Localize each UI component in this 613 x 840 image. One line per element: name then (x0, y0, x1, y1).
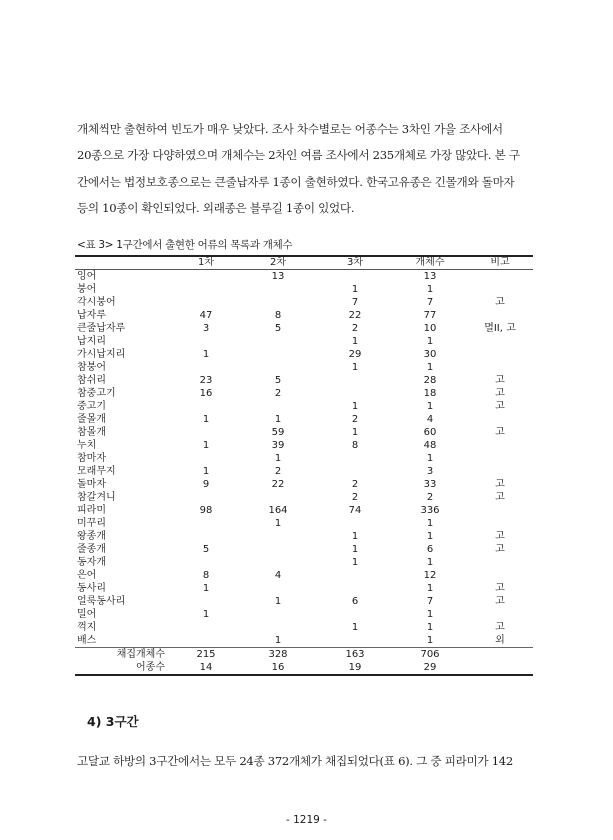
row-label: 참몰개 (77, 427, 106, 438)
table-row (75, 283, 533, 296)
row-label: 밀어 (77, 609, 97, 620)
table-cell: 1 (351, 622, 359, 633)
header-cell: 비고 (490, 257, 510, 268)
summary-row (75, 661, 533, 675)
table-row (75, 543, 533, 556)
table-row (75, 296, 533, 309)
table-cell: 6 (351, 596, 359, 607)
table-cell (173, 400, 239, 413)
row-label: 각시붕어 (77, 297, 116, 308)
table-cell: 1 (274, 518, 282, 529)
table-cell (239, 348, 317, 361)
table-cell: 1 (202, 440, 210, 451)
table-cell (317, 452, 393, 465)
table-cell: 7 (426, 596, 434, 607)
table-cell: 98 (199, 505, 213, 516)
table-cell (239, 621, 317, 634)
table-row (75, 478, 533, 491)
row-label: 누치 (77, 440, 97, 451)
table-cell: 1 (351, 427, 359, 438)
table-cell: 1 (426, 453, 434, 464)
table-cell: 1 (351, 336, 359, 347)
table-cell (467, 439, 533, 452)
table-cell: 74 (348, 505, 362, 516)
table-cell: 2 (351, 479, 359, 490)
table-cell (173, 517, 239, 530)
table-cell: 1 (426, 362, 434, 373)
header-cell (75, 256, 173, 270)
table-cell: 1 (351, 284, 359, 295)
row-label: 참갈겨니 (77, 492, 116, 503)
table-row (75, 569, 533, 582)
table-cell (239, 582, 317, 595)
table-cell: 1 (426, 336, 434, 347)
table-cell: 215 (196, 649, 216, 660)
table-cell: 5 (274, 375, 282, 386)
paragraph-line: 고달교 하방의 3구간에서는 모두 24종 372개체가 채집되었다(표 6). 그 중 피라미가 142 (77, 754, 513, 768)
table-cell (239, 296, 317, 309)
table-cell (173, 283, 239, 296)
table-cell (467, 270, 533, 284)
table-cell (173, 530, 239, 543)
table-cell: 7 (351, 297, 359, 308)
table-cell: 1 (202, 609, 210, 620)
table-cell: 1 (426, 635, 434, 646)
table-cell: 29 (423, 662, 437, 673)
row-label: 어종수 (136, 662, 165, 673)
row-label: 왕종개 (77, 531, 106, 542)
row-label: 미꾸리 (77, 518, 106, 529)
row-label: 피라미 (77, 505, 106, 516)
row-label: 줄종개 (77, 544, 106, 555)
table-cell (239, 608, 317, 621)
table-cell (467, 283, 533, 296)
table-cell (467, 413, 533, 426)
row-label: 배스 (77, 635, 97, 646)
table-cell: 1 (274, 453, 282, 464)
table-row (75, 400, 533, 413)
table-cell (239, 400, 317, 413)
table-row (75, 491, 533, 504)
row-label: 모래무지 (77, 466, 116, 477)
table-cell: 6 (426, 544, 434, 555)
table-row (75, 530, 533, 543)
table-row (75, 608, 533, 621)
row-label: 가시납지리 (77, 349, 126, 360)
table-cell (467, 608, 533, 621)
table-row (75, 322, 533, 335)
table-caption: <표 3> 1구간에서 출현한 어류의 목록과 개체수 (77, 239, 293, 251)
table-cell: 1 (274, 635, 282, 646)
table-row (75, 465, 533, 478)
table-cell: 고 (495, 531, 505, 542)
table-cell: 멸II, 고 (484, 323, 516, 334)
table-cell: 7 (426, 297, 434, 308)
table-cell: 1 (351, 531, 359, 542)
table-cell: 2 (274, 466, 282, 477)
row-label: 참붕어 (77, 362, 106, 373)
table-cell: 19 (348, 662, 362, 673)
paragraph-line: 간에서는 법정보호종으로는 큰줄납자루 1종이 출현하였다. 한국고유종은 긴몰개와 돌마자 (77, 174, 515, 189)
table-cell: 5 (274, 323, 282, 334)
row-label: 꺽지 (77, 622, 97, 633)
row-label: 중고기 (77, 401, 106, 412)
table-cell (317, 608, 393, 621)
table-cell: 1 (202, 349, 210, 360)
table-cell: 1 (426, 557, 434, 568)
table-row (75, 309, 533, 322)
row-label: 돌마자 (77, 479, 106, 490)
table-row (75, 517, 533, 530)
row-label: 납지리 (77, 336, 106, 347)
table-cell: 22 (348, 310, 362, 321)
header-cell: 개체수 (415, 257, 445, 268)
table-row (75, 439, 533, 452)
table-row (75, 348, 533, 361)
table-row (75, 270, 533, 284)
table-cell: 1 (426, 583, 434, 594)
summary-row (75, 648, 533, 662)
table-row (75, 374, 533, 387)
table-cell (467, 648, 533, 662)
header-cell: 1차 (197, 257, 215, 268)
table-cell: 2 (274, 388, 282, 399)
table-cell: 고 (495, 388, 505, 399)
table-cell: 1 (426, 401, 434, 412)
table-cell: 고 (495, 375, 505, 386)
table-cell (173, 426, 239, 439)
paragraph-line: 개체씩만 출현하여 빈도가 매우 낮았다. 조사 차수별로는 어종수는 3차인 가을 조사에서 (77, 122, 503, 136)
row-label: 줄몰개 (77, 414, 106, 425)
table-cell: 39 (271, 440, 285, 451)
row-label: 잉어 (77, 271, 97, 282)
table-cell (239, 530, 317, 543)
table-cell: 1 (202, 414, 210, 425)
table-cell: 4 (426, 414, 434, 425)
table-cell (317, 582, 393, 595)
table-cell: 1 (202, 466, 210, 477)
table-cell: 5 (202, 544, 210, 555)
row-label: 납자루 (77, 310, 106, 321)
table-cell: 16 (199, 388, 213, 399)
table-cell: 1 (274, 596, 282, 607)
table-cell: 고 (495, 583, 505, 594)
table-cell (317, 569, 393, 582)
table-cell (467, 335, 533, 348)
table-cell: 8 (202, 570, 210, 581)
table-cell: 2 (351, 323, 359, 334)
row-label: 참쉬리 (77, 375, 106, 386)
table-cell: 22 (271, 479, 285, 490)
table-cell (239, 556, 317, 569)
table-cell (173, 270, 239, 284)
table-cell (467, 361, 533, 374)
table-cell: 10 (423, 323, 437, 334)
row-label: 은어 (77, 570, 97, 581)
table-cell: 23 (199, 375, 213, 386)
table-cell: 1 (426, 518, 434, 529)
row-label: 붕어 (77, 284, 97, 295)
table-cell (173, 621, 239, 634)
table-cell: 1 (351, 362, 359, 373)
table-cell (467, 569, 533, 582)
table-cell (317, 387, 393, 400)
table-cell: 706 (420, 649, 440, 660)
table-cell: 336 (420, 505, 440, 516)
table-cell: 1 (426, 284, 434, 295)
table-cell (467, 452, 533, 465)
table-cell: 16 (271, 662, 285, 673)
table-cell (467, 517, 533, 530)
table-cell: 8 (274, 310, 282, 321)
table-row (75, 504, 533, 517)
table-row (75, 361, 533, 374)
table-cell (467, 348, 533, 361)
table-row (75, 634, 533, 648)
table-cell: 60 (423, 427, 437, 438)
table-cell: 1 (351, 557, 359, 568)
table-cell (173, 595, 239, 608)
table-cell: 8 (351, 440, 359, 451)
table-cell (467, 556, 533, 569)
table-cell: 48 (423, 440, 437, 451)
table-cell: 77 (423, 310, 437, 321)
table-row (75, 582, 533, 595)
page-number: - 1219 - (286, 814, 327, 826)
table-cell (239, 335, 317, 348)
table-cell: 13 (423, 271, 437, 282)
paragraph-line: 등의 10종이 확인되었다. 외래종은 블루길 1종이 있었다. (77, 201, 355, 216)
table-cell (173, 556, 239, 569)
table-cell: 163 (345, 649, 365, 660)
table-cell (317, 634, 393, 648)
table-cell (239, 491, 317, 504)
table-cell: 고 (495, 297, 505, 308)
header-cell: 3차 (346, 257, 364, 268)
table-cell (467, 309, 533, 322)
table-cell (317, 517, 393, 530)
table-cell: 9 (202, 479, 210, 490)
table-cell (173, 296, 239, 309)
fish-species-table (75, 255, 533, 676)
table-cell (173, 361, 239, 374)
table-row (75, 335, 533, 348)
table-cell: 2 (426, 492, 434, 503)
table-cell (467, 661, 533, 675)
table-row (75, 595, 533, 608)
table-cell: 2 (351, 414, 359, 425)
table-cell (173, 491, 239, 504)
table-cell: 2 (351, 492, 359, 503)
table-cell: 13 (271, 271, 285, 282)
table-cell: 1 (426, 609, 434, 620)
table-cell: 59 (271, 427, 285, 438)
table-cell: 고 (495, 401, 505, 412)
table-cell (317, 270, 393, 284)
table-cell: 고 (495, 544, 505, 555)
table-row (75, 426, 533, 439)
table-cell: 고 (495, 492, 505, 503)
table-header-row (75, 256, 533, 270)
table-cell: 1 (426, 531, 434, 542)
table-row (75, 387, 533, 400)
body-paragraph-1 (77, 116, 539, 222)
table-cell: 3 (426, 466, 434, 477)
table-cell: 30 (423, 349, 437, 360)
table-cell (467, 504, 533, 517)
table-cell (467, 465, 533, 478)
table-cell (239, 283, 317, 296)
row-label: 큰줄납자루 (77, 323, 126, 334)
table-cell: 29 (348, 349, 362, 360)
table-cell: 외 (495, 635, 505, 646)
table-cell: 고 (495, 427, 505, 438)
table-cell: 3 (202, 323, 210, 334)
table-cell: 고 (495, 596, 505, 607)
row-label: 참중고기 (77, 388, 116, 399)
table-cell: 328 (268, 649, 288, 660)
table-cell: 4 (274, 570, 282, 581)
table-cell: 47 (199, 310, 213, 321)
table-cell: 1 (351, 544, 359, 555)
table-cell (317, 465, 393, 478)
table-row (75, 621, 533, 634)
row-label: 채집개체수 (116, 649, 165, 660)
table-body (75, 270, 533, 676)
paragraph-line: 20종으로 가장 다양하였으며 개체수는 2차인 여름 조사에서 235개체로 가장 많았다. 본 구 (77, 148, 520, 163)
table-cell: 164 (268, 505, 288, 516)
table-cell: 고 (495, 622, 505, 633)
table-cell (173, 634, 239, 648)
header-cell: 2차 (269, 257, 287, 268)
table-cell: 1 (202, 583, 210, 594)
row-label: 얼룩동사리 (77, 596, 126, 607)
section-heading: 4) 3구간 (87, 714, 139, 729)
table-cell: 1 (351, 401, 359, 412)
table-cell (173, 452, 239, 465)
table-row (75, 413, 533, 426)
table-row (75, 452, 533, 465)
row-label: 동자개 (77, 557, 106, 568)
table-cell: 18 (423, 388, 437, 399)
table-cell: 1 (274, 414, 282, 425)
table-row (75, 556, 533, 569)
table-cell: 33 (423, 479, 437, 490)
row-label: 참마자 (77, 453, 106, 464)
table-cell: 14 (199, 662, 213, 673)
table-cell (317, 374, 393, 387)
table-cell: 1 (426, 622, 434, 633)
table-cell: 12 (423, 570, 437, 581)
body-paragraph-2 (77, 748, 539, 774)
table-cell (239, 361, 317, 374)
table-cell (173, 335, 239, 348)
table-cell (239, 543, 317, 556)
table-cell: 고 (495, 479, 505, 490)
table-cell: 28 (423, 375, 437, 386)
row-label: 동사리 (77, 583, 106, 594)
